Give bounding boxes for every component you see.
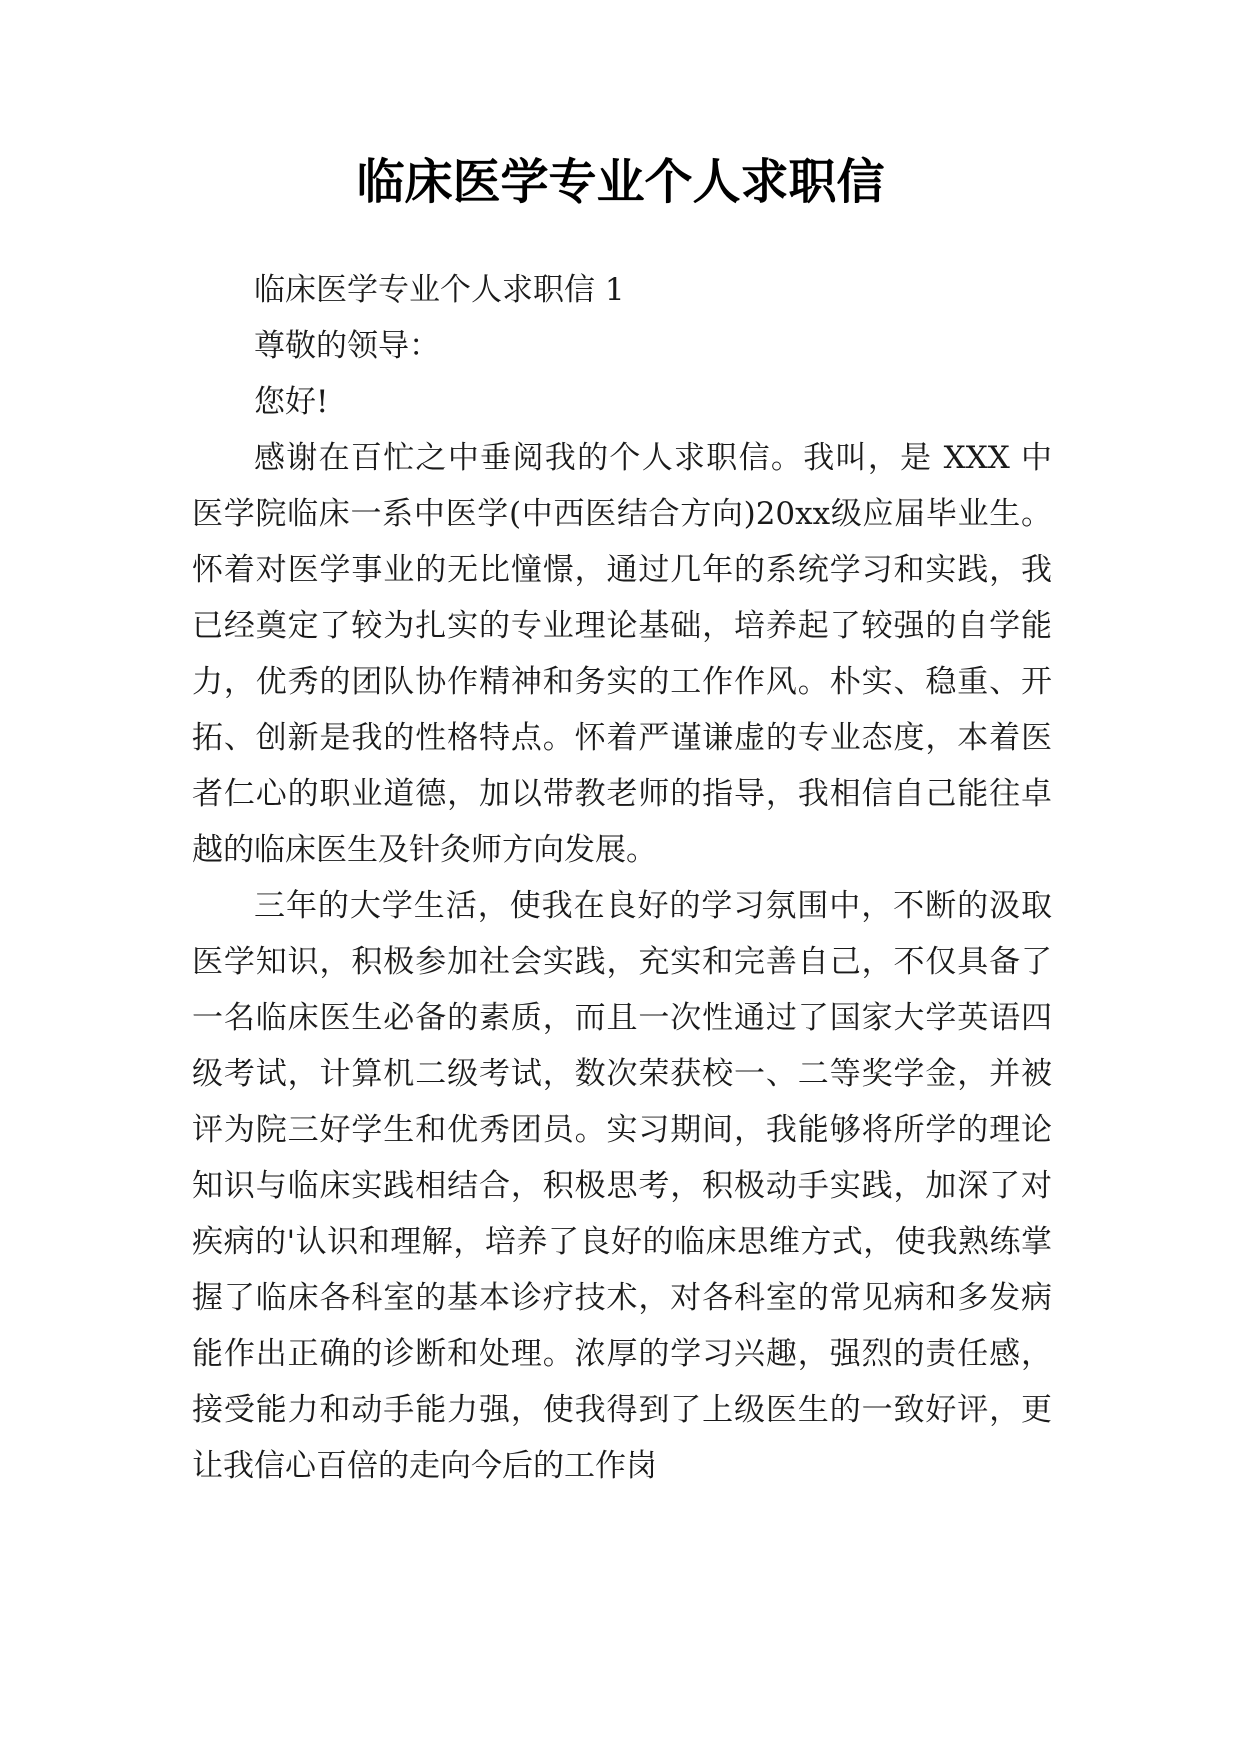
body-paragraph: 感谢在百忙之中垂阅我的个人求职信。我叫，是 XXX 中医学院临床一系中医学(中西医结合方向)20xx级应届毕业生。怀着对医学事业的无比憧憬，通过几年的系统学习和实践，我已经奠定了较为扎实的专业理论基础，培养起了较强的自学能力，优秀的团队协作精神和务实的工作作风。朴实、稳重、开拓、创新是我的性格特点。怀着严谨谦虚的专业态度，本着医者仁心的职业道德，加以带教老师的指导，我相信自己能往卓越的临床医生及针灸师方向发展。: [192, 440, 1052, 868]
subtitle-paragraph: 临床医学专业个人求职信 1: [254, 272, 625, 308]
body-paragraph: 三年的大学生活，使我在良好的学习氛围中，不断的汲取医学知识，积极参加社会实践，充实和完善自己，不仅具备了一名临床医生必备的素质，而且一次性通过了国家大学英语四级考试，计算机二级考试，数次荣获校一、二等奖学金，并被评为院三好学生和优秀团员。实习期间，我能够将所学的理论知识与临床实践相结合，积极思考，积极动手实践，加深了对疾病的'认识和理解，培养了良好的临床思维方式，使我熟练掌握了临床各科室的基本诊疗技术，对各科室的常见病和多发病能作出正确的诊断和处理。浓厚的学习兴趣，强烈的责任感，接受能力和动手能力强，使我得到了上级医生的一致好评，更让我信心百倍的走向今后的工作岗: [192, 888, 1052, 1484]
greeting-paragraph: 您好!: [254, 384, 329, 420]
page-title: 临床医学专业个人求职信: [356, 154, 885, 210]
document-body: [192, 262, 1052, 1494]
salutation-paragraph: 尊敬的领导：: [254, 328, 440, 364]
